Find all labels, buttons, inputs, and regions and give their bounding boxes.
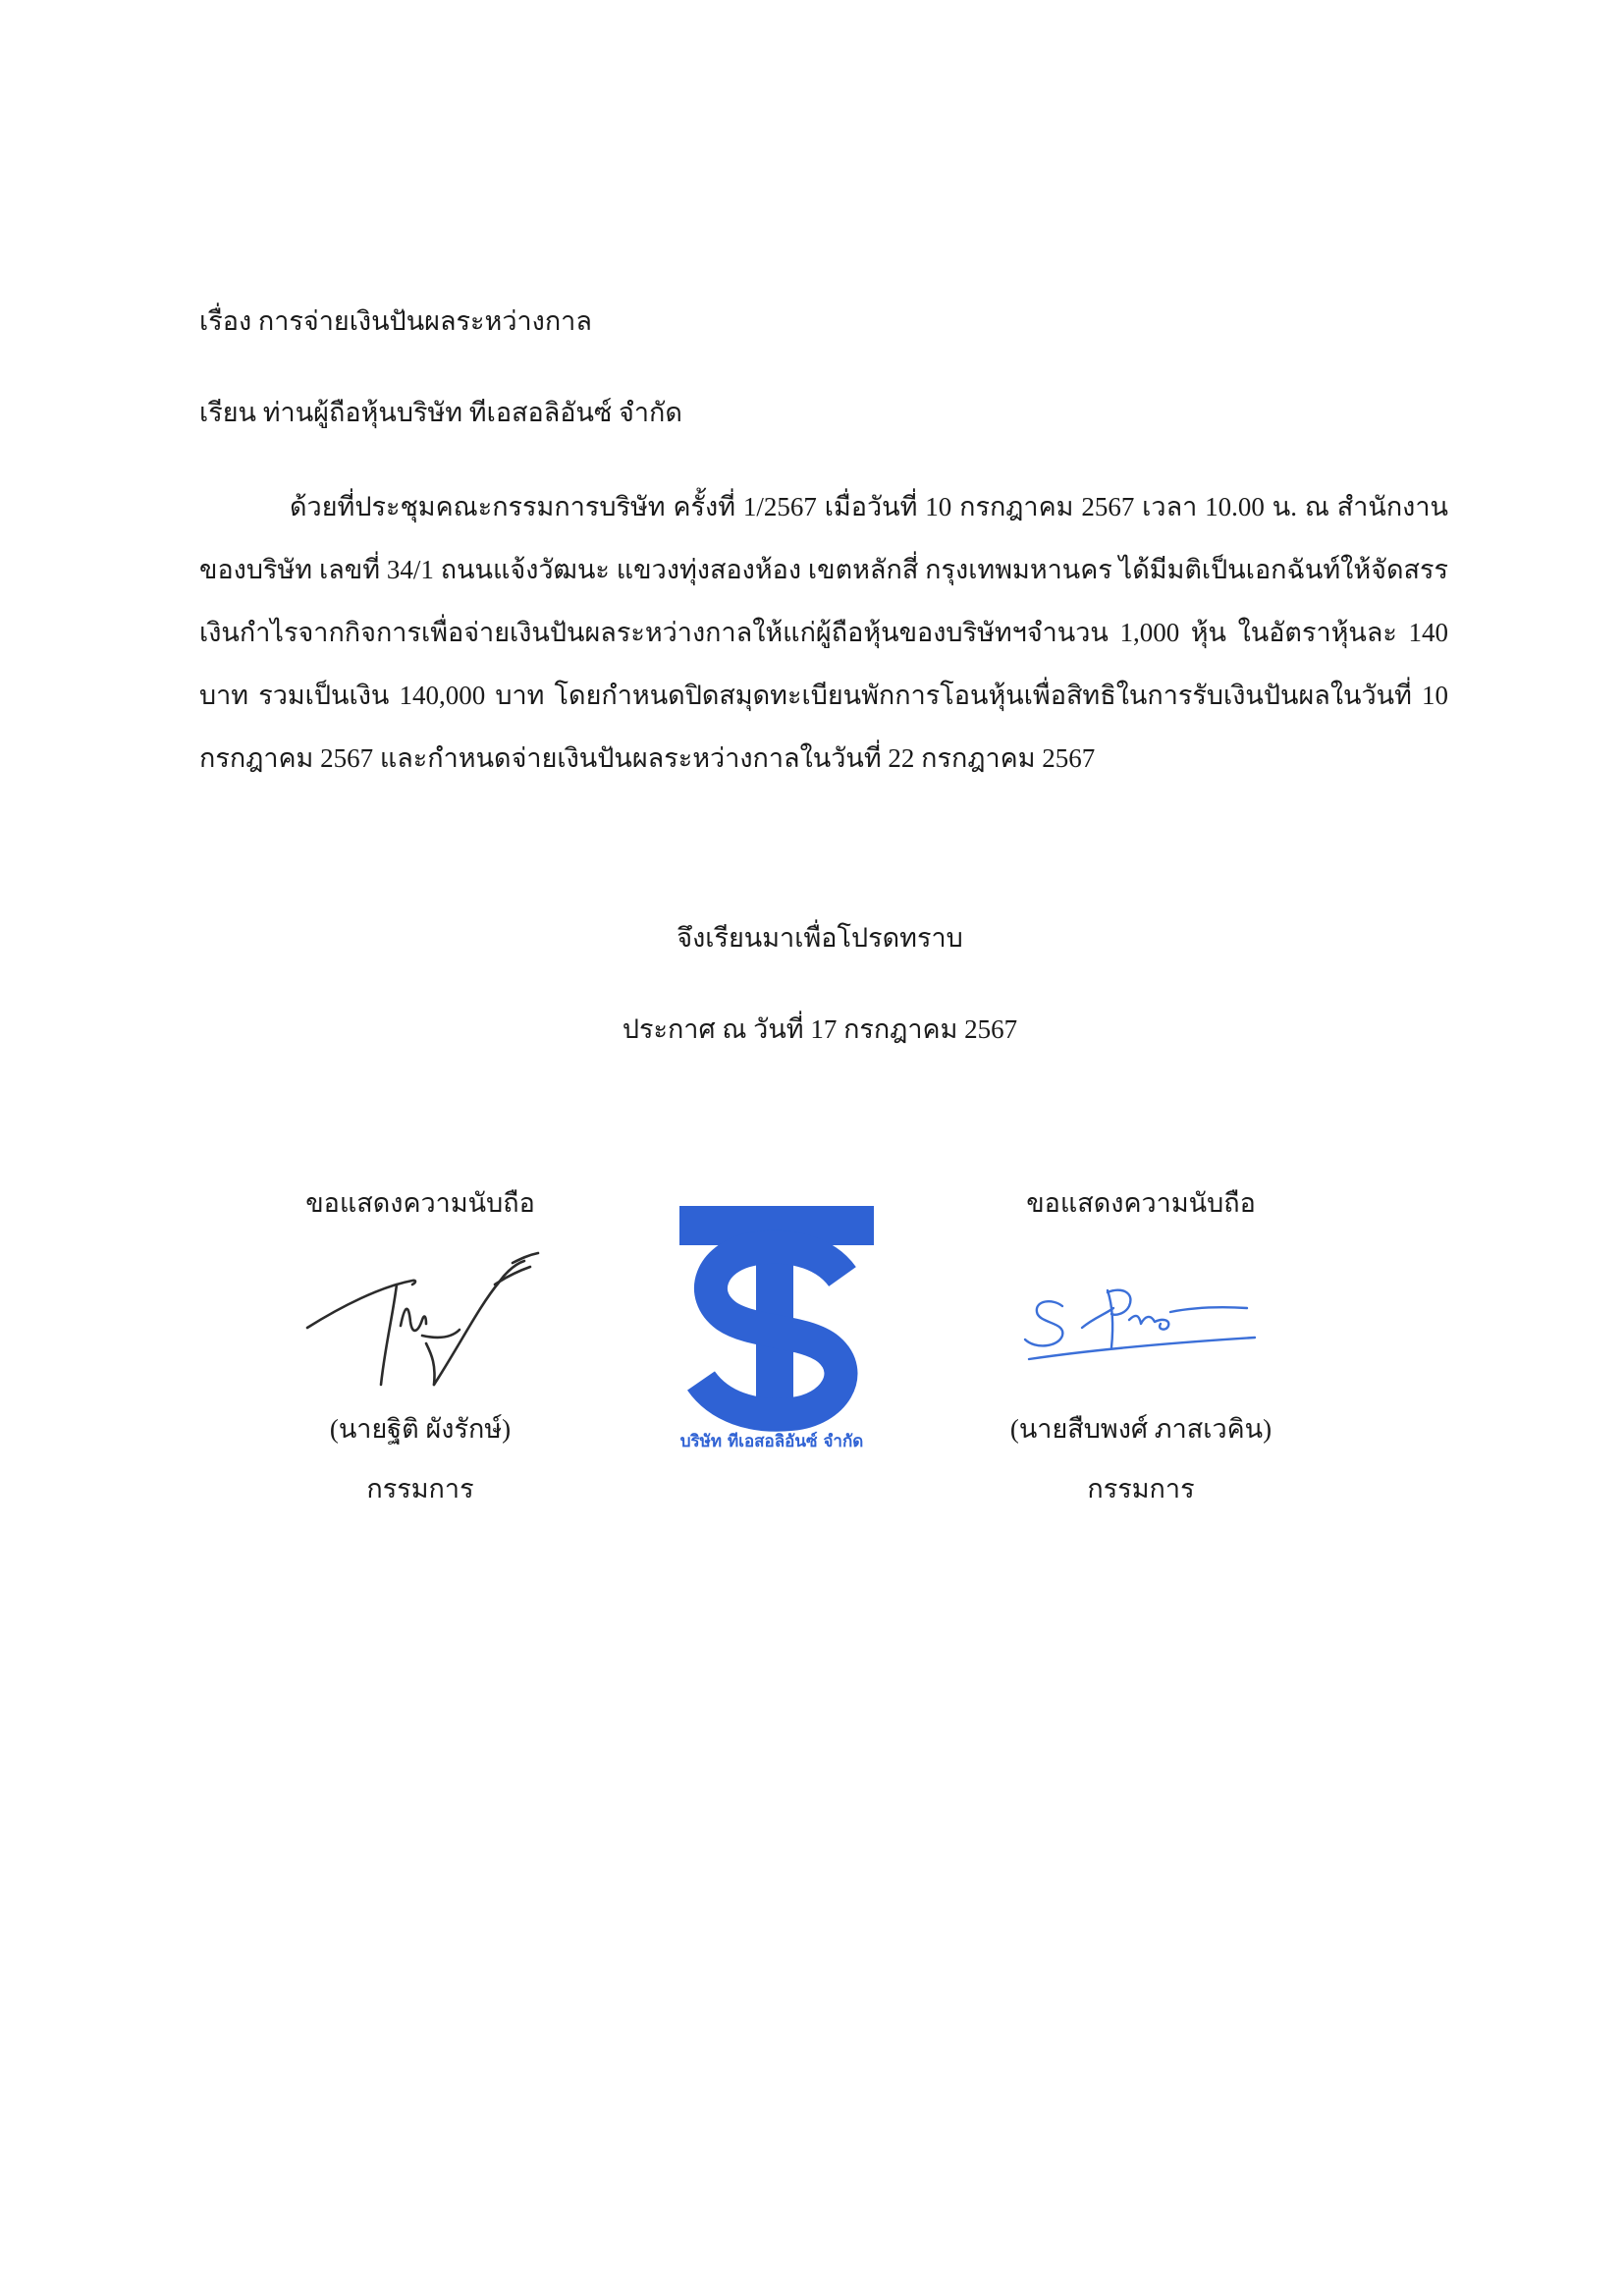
signature-right xyxy=(1023,1279,1259,1396)
body-line-3: เงินกำไรจากกิจการเพื่อจ่ายเงินปันผลระหว่างกาลให้แก่ผู้ถือหุ้นของบริษัทฯจำนวน 1,000 หุ้น ในอัตราหุ้นละ 140 xyxy=(199,618,1448,647)
company-seal-logo xyxy=(658,1200,886,1455)
position-left: กรรมการ xyxy=(366,1474,474,1503)
seal-company-name: บริษัท ทีเอสอลิอันซ์ จำกัด xyxy=(679,1432,864,1451)
body-line-2: ของบริษัท เลขที่ 34/1 ถนนแจ้งวัฒนะ แขวงทุ่งสองห้อง เขตหลักสี่ กรุงเทพมหานคร ได้มีมติเป็นเอกฉันท์ให้จัดสรร xyxy=(199,555,1448,584)
name-right: (นายสืบพงศ์ ภาสเวคิน) xyxy=(1009,1414,1272,1444)
closing-line: จึงเรียนมาเพื่อโปรดทราบ xyxy=(677,923,963,953)
body-line-1: ด้วยที่ประชุมคณะกรรมการบริษัท ครั้งที่ 1/2567 เมื่อวันที่ 10 กรกฎาคม 2567 เวลา 10.00 น. ณ สำนักงาน xyxy=(290,492,1448,521)
name-left: (นายฐิติ ผังรักษ์) xyxy=(329,1414,512,1444)
regards-right: ขอแสดงความนับถือ xyxy=(1026,1188,1256,1218)
announce-date: ประกาศ ณ วันที่ 17 กรกฎาคม 2567 xyxy=(622,1014,1018,1044)
position-right: กรรมการ xyxy=(1087,1474,1195,1503)
signatory-right xyxy=(945,1190,1337,1504)
body-line-4: บาท รวมเป็นเงิน 140,000 บาท โดยกำหนดปิดสมุดทะเบียนพักการโอนหุ้นเพื่อสิทธิในการรับเงินปันผลในวันที่ 10 xyxy=(199,681,1448,710)
signatory-left xyxy=(224,1190,617,1504)
regards-left: ขอแสดงความนับถือ xyxy=(305,1188,535,1218)
body-line-5: กรกฎาคม 2567 และกำหนดจ่ายเงินปันผลระหว่างกาลในวันที่ 22 กรกฎาคม 2567 xyxy=(199,743,1096,773)
salutation-line: เรียน ท่านผู้ถือหุ้นบริษัท ทีเอสอลิอันซ์ จำกัด xyxy=(199,398,682,427)
signature-left xyxy=(302,1237,558,1394)
subject-line: เรื่อง การจ่ายเงินปันผลระหว่างกาล xyxy=(199,306,592,336)
